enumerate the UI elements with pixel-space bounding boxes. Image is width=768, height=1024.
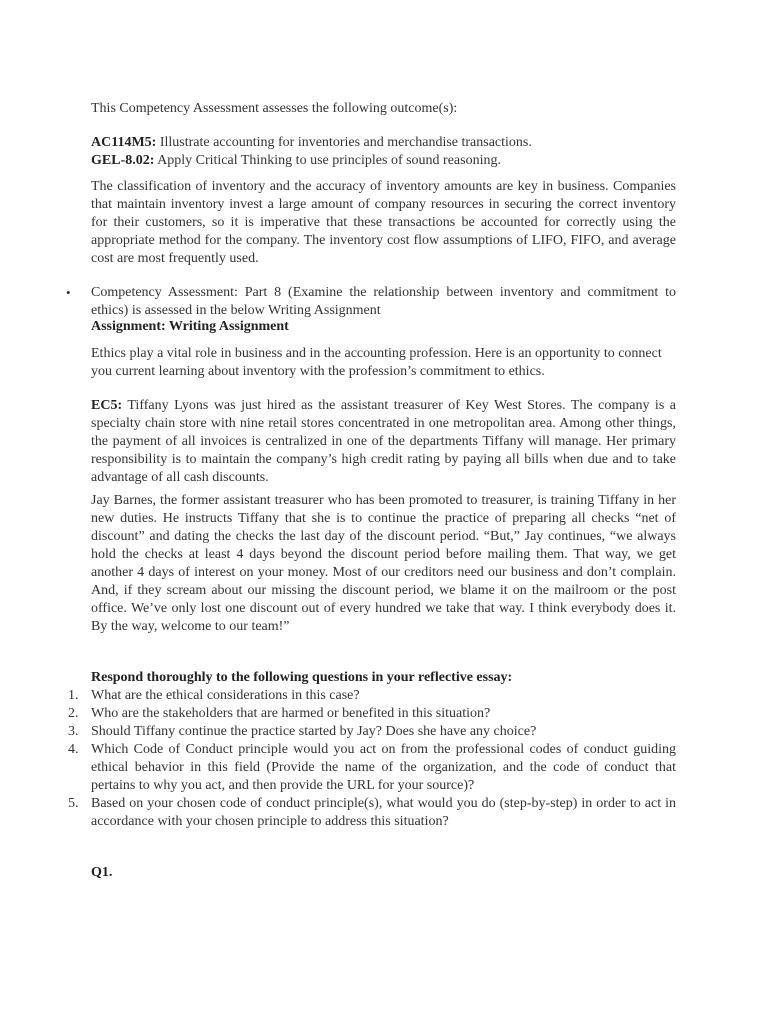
question-text: Based on your chosen code of conduct principle(s), what would you do (step-by-step) in order to act in accordance with your chosen principle to address this situation? [91, 796, 676, 829]
outcome-item [91, 152, 676, 170]
question-text: Which Code of Conduct principle would you act on from the professional codes of conduct guiding ethical behavior in this field (Provide the name of the organization, and the code of conduct that pertains to why you act, and then provide the URL for your source)? [91, 742, 676, 793]
outcome-code: AC114M5: [91, 135, 157, 150]
intro-text: This Competency Assessment assesses the following outcome(s): [91, 101, 458, 116]
case-dialogue-paragraph: Jay Barnes, the former assistant treasurer who has been promoted to treasurer, is training Tiffany in her new duties. He instructs Tiffany that she is to continue the practice of preparing all checks “net of discount” and dating the checks the last day of the discount period. “But,” Jay continues, “we always hold the checks at least 4 days beyond the discount period before mailing them. That way, we get another 4 days of interest on your money. Most of our creditors need our business and don’t complain. And, if they scream about our missing the discount period, we blame it on the mailroom or the post office. We’ve only lost one discount out of every hundred we take that way. I think everybody does it. By the way, welcome to our team!” [91, 493, 676, 634]
questions-list [68, 687, 676, 831]
question-item [68, 687, 676, 705]
case-paragraph [91, 397, 676, 487]
outcomes-list [91, 134, 676, 170]
question-number: 4. [68, 742, 79, 757]
question-number: 5. [68, 796, 79, 811]
question-item [68, 741, 676, 795]
bullet-text: Competency Assessment: Part 8 (Examine the relationship between inventory and commitment to ethics) is assessed in the below Writing Assignment [91, 285, 676, 318]
case-text: Tiffany Lyons was just hired as the assistant treasurer of Key West Stores. The company is a specialty chain store with nine retail stores concentrated in one metropolitan area. Among other things, the payment of all invoices is centralized in one of the departments Tiffany will manage. Her primary responsibility is to maintain the company’s high credit rating by paying all bills when due and to take advantage of all cash discounts. [91, 398, 676, 485]
outcome-text: Apply Critical Thinking to use principles of sound reasoning. [154, 153, 501, 168]
bullet-icon: • [66, 285, 71, 300]
question-text: Should Tiffany continue the practice started by Jay? Does she have any choice? [91, 724, 537, 739]
ethics-paragraph: Ethics play a vital role in business and in the accounting profession. Here is an opportunity to connect you current learning about inventory with the profession’s commitment to ethics. [91, 346, 662, 379]
question-number: 3. [68, 724, 79, 739]
case-label: EC5: [91, 398, 123, 413]
question-text: Who are the stakeholders that are harmed or benefited in this situation? [91, 706, 491, 721]
question-text: What are the ethical considerations in this case? [91, 688, 360, 703]
outcome-item [91, 134, 676, 152]
assignment-heading: Assignment: Writing Assignment [91, 319, 289, 334]
question-item [68, 723, 676, 741]
outcome-text: Illustrate accounting for inventories and merchandise transactions. [156, 135, 532, 150]
question-number: 1. [68, 688, 79, 703]
question-item [68, 705, 676, 723]
outcome-code: GEL-8.02: [91, 153, 155, 168]
questions-heading: Respond thoroughly to the following questions in your reflective essay: [91, 670, 513, 685]
answer-heading-q1: Q1. [91, 865, 113, 880]
intro-paragraph: The classification of inventory and the accuracy of inventory amounts are key in business. Companies that maintain inventory invest a large amount of company resources in securing the correct inventory for their customers, so it is imperative that these transactions be accounted for correctly using the appropriate method for the company. The inventory cost flow assumptions of LIFO, FIFO, and average cost are most frequently used. [91, 179, 676, 266]
bullet-item [66, 284, 676, 320]
question-item [68, 795, 676, 831]
question-number: 2. [68, 706, 79, 721]
